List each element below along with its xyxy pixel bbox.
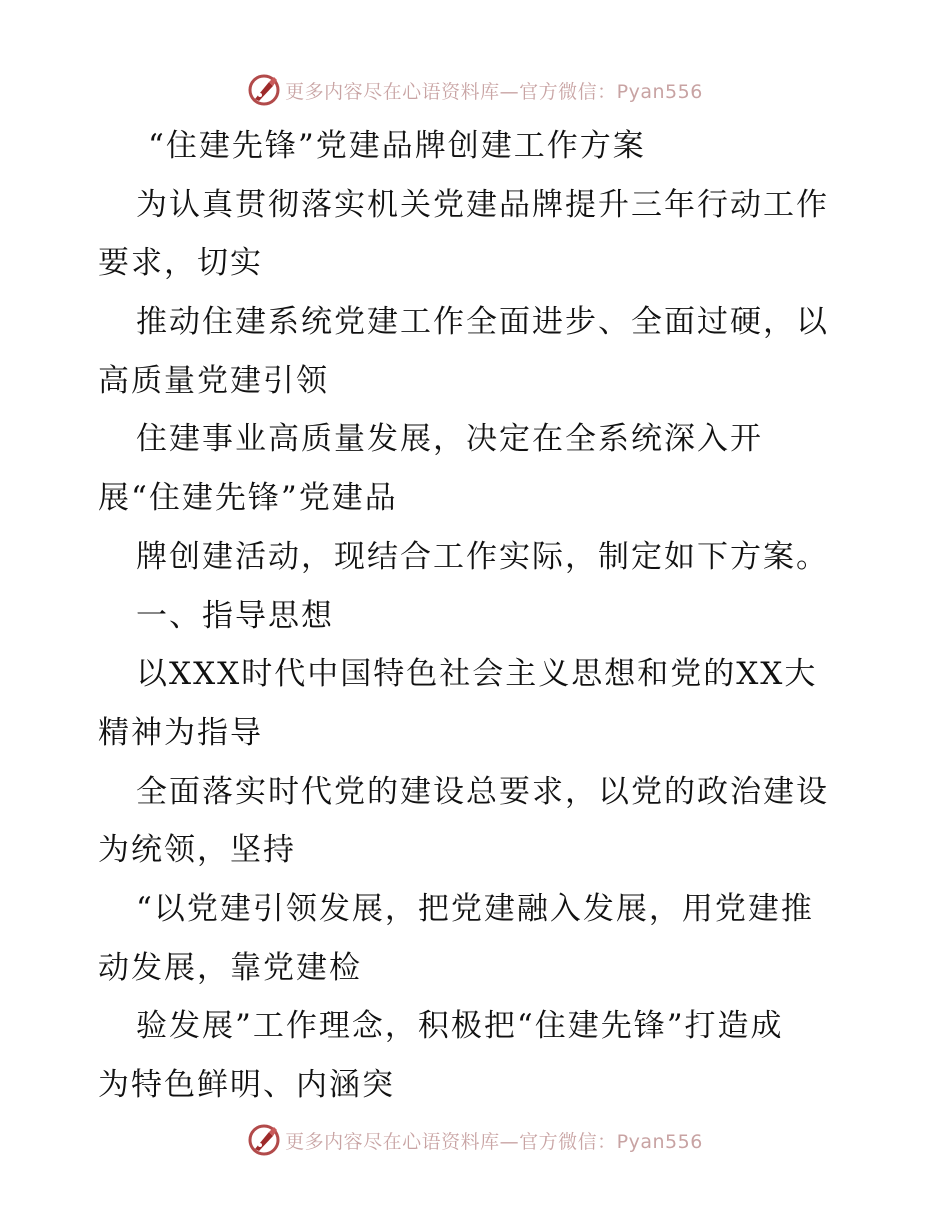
text-line: 验发展”工作理念，积极把“住建先锋”打造成 [136, 1008, 784, 1045]
text-line: 为认真贯彻落实机关党建品牌提升三年行动工作 [136, 186, 829, 223]
pen-nib-circle-icon [247, 73, 281, 107]
pen-nib-circle-icon [247, 1123, 281, 1157]
text-line: 住建事业高质量发展，决定在全系统深入开 [136, 421, 763, 458]
text-line: 要求，切实 [98, 245, 263, 282]
footer-banner-text: 更多内容尽在心语资料库—官方微信：Pyan556 [285, 1130, 703, 1153]
text-line: 动发展，靠党建检 [98, 949, 362, 986]
footer-banner [0, 1120, 950, 1160]
header-banner [0, 70, 950, 110]
text-line: 全面落实时代党的建设总要求，以党的政治建设 [136, 773, 829, 810]
document-body [98, 117, 858, 1115]
header-banner-text: 更多内容尽在心语资料库—官方微信：Pyan556 [285, 80, 703, 103]
text-line: 展“住建先锋”党建品 [98, 480, 398, 517]
document-title: “住建先锋”党建品牌创建工作方案 [148, 128, 646, 164]
section-heading: 一、指导思想 [136, 597, 334, 634]
text-line: 牌创建活动，现结合工作实际，制定如下方案。 [136, 538, 829, 575]
text-line: 高质量党建引领 [98, 362, 329, 399]
text-line: “以党建引领发展，把党建融入发展，用党建推 [136, 890, 814, 927]
text-line: 推动住建系统党建工作全面进步、全面过硬，以 [136, 304, 829, 341]
text-line: 精神为指导 [98, 714, 263, 751]
text-line: 为特色鲜明、内涵突 [98, 1067, 395, 1103]
text-line: 为统领，坚持 [98, 832, 296, 869]
text-line: 以XXX时代中国特色社会主义思想和党的XX大 [136, 656, 818, 693]
